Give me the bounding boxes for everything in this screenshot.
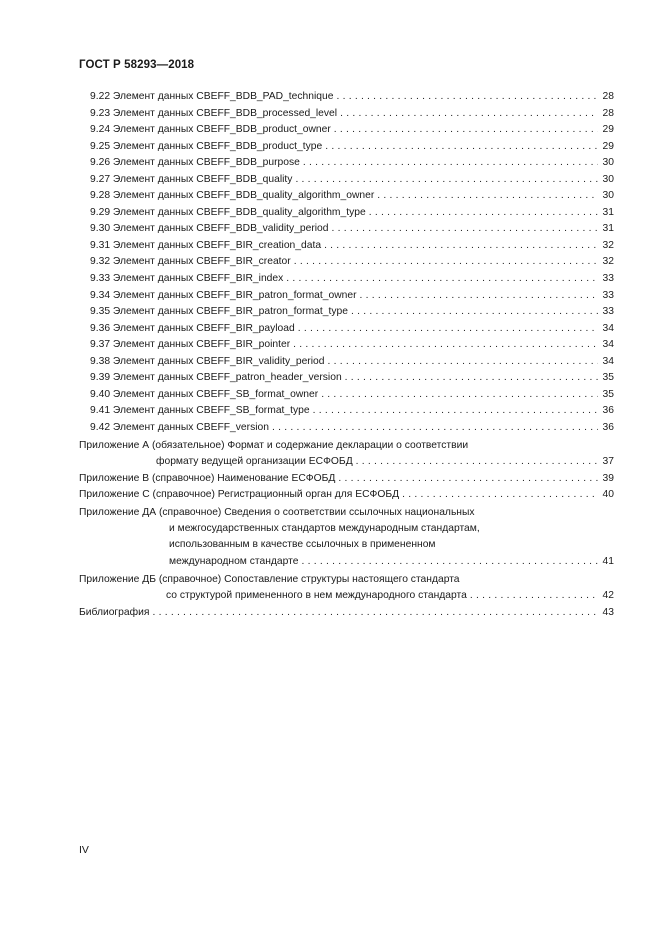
dot-leader xyxy=(356,454,598,471)
toc-entry-title: 9.40 Элемент данных CBEFF_SB_format_owner xyxy=(90,388,319,400)
toc-entry[interactable] xyxy=(79,354,614,371)
toc-entry-page: 28 xyxy=(602,91,614,102)
toc-entry[interactable] xyxy=(79,139,614,156)
toc-entry[interactable] xyxy=(79,221,614,238)
appendix-da-title-cont-1: и межгосударственных стандартов международным стандартам, xyxy=(169,523,480,535)
toc-entry-page: 36 xyxy=(602,421,614,433)
table-of-contents xyxy=(79,89,614,622)
toc-entry-title: 9.23 Элемент данных CBEFF_BDB_processed_level xyxy=(90,107,338,119)
toc-entry-page: 31 xyxy=(602,223,614,235)
appendix-b-title: Приложение В (справочное) Наименование ЕСФОБД xyxy=(79,472,336,484)
dot-leader xyxy=(313,403,598,420)
toc-entry-title: 9.35 Элемент данных CBEFF_BIR_patron_format_type xyxy=(90,306,348,318)
toc-entry-title: 9.30 Элемент данных CBEFF_BDB_validity_period xyxy=(90,223,329,235)
toc-entry[interactable] xyxy=(79,304,614,321)
toc-entry-page: 36 xyxy=(602,405,614,417)
toc-entry-title: 9.26 Элемент данных CBEFF_BDB_purpose xyxy=(90,157,300,169)
toc-entry-title: 9.22 Элемент данных CBEFF_BDB_PAD_technique xyxy=(90,91,334,102)
appendix-a-title-cont: форматy ведущей организации ЕСФОБД xyxy=(156,456,353,468)
toc-entry[interactable] xyxy=(79,420,614,437)
toc-entry-title: 9.36 Элемент данных CBEFF_BIR_payload xyxy=(90,322,295,334)
appendix-a-continuation xyxy=(79,454,614,471)
dot-leader xyxy=(340,106,598,123)
dot-leader xyxy=(334,122,598,139)
toc-entry-page: 34 xyxy=(602,355,614,367)
appendix-db-title: Приложение ДБ (справочное) Сопоставление структуры настоящего стандарта xyxy=(79,573,460,585)
toc-entry[interactable] xyxy=(79,288,614,305)
dot-leader xyxy=(298,321,598,338)
dot-leader xyxy=(338,471,598,488)
toc-entry-page: 32 xyxy=(602,239,614,251)
dot-leader xyxy=(324,238,598,255)
toc-entry-title: 9.32 Элемент данных CBEFF_BIR_creator xyxy=(90,256,291,268)
appendix-a-page: 37 xyxy=(602,456,614,468)
dot-leader xyxy=(293,337,598,354)
appendix-db-title-cont: со структурой примененного в нем международного стандарта xyxy=(166,589,467,601)
bibliography-page: 43 xyxy=(602,607,614,619)
dot-leader xyxy=(294,254,598,271)
dot-leader xyxy=(331,221,598,238)
toc-section-9-entries xyxy=(79,89,614,436)
appendix-b[interactable] xyxy=(79,471,614,488)
toc-entry-title: 9.31 Элемент данных CBEFF_BIR_creation_data xyxy=(90,239,322,251)
dot-leader xyxy=(152,605,598,622)
toc-entry-page: 35 xyxy=(602,388,614,400)
page-header: ГОСТ Р 58293—2018 xyxy=(79,59,195,71)
toc-entry-page: 29 xyxy=(602,140,614,152)
toc-entry-page: 34 xyxy=(602,322,614,334)
appendix-c[interactable] xyxy=(79,487,614,504)
toc-entry-page: 28 xyxy=(602,107,614,119)
toc-entry-page: 33 xyxy=(602,289,614,301)
appendix-da-title-cont-2: использованным в качестве ссылочных в примененном xyxy=(169,539,436,551)
dot-leader xyxy=(327,354,598,371)
page-number: IV xyxy=(79,844,89,856)
appendix-a-title: Приложение А (обязательное) Формат и содержание декларации о соответствии xyxy=(79,439,469,451)
dot-leader xyxy=(377,188,598,205)
toc-entry[interactable] xyxy=(79,403,614,420)
toc-entry[interactable] xyxy=(79,106,614,123)
toc-entry-title: 9.27 Элемент данных CBEFF_BDB_quality xyxy=(90,173,293,185)
appendix-da-continuation xyxy=(79,554,614,571)
toc-entry-title: 9.42 Элемент данных CBEFF_version xyxy=(90,421,269,433)
toc-entry[interactable] xyxy=(79,254,614,271)
toc-entry[interactable] xyxy=(79,172,614,189)
toc-entry[interactable] xyxy=(79,188,614,205)
toc-entry[interactable] xyxy=(79,238,614,255)
appendix-da-title-cont-3: международном стандарте xyxy=(169,555,299,567)
toc-entry[interactable] xyxy=(79,370,614,387)
toc-entry-page: 29 xyxy=(602,124,614,136)
bibliography[interactable] xyxy=(79,605,614,622)
appendix-b-page: 39 xyxy=(602,472,614,484)
dot-leader xyxy=(360,288,598,305)
toc-entry-page: 31 xyxy=(602,206,614,218)
appendix-db-continuation xyxy=(79,588,614,605)
appendix-da-page: 41 xyxy=(602,555,614,567)
toc-entry-title: 9.25 Элемент данных CBEFF_BDB_product_type xyxy=(90,140,323,152)
toc-entry-page: 33 xyxy=(602,306,614,318)
appendix-da[interactable] xyxy=(79,505,614,570)
dot-leader xyxy=(345,370,598,387)
appendix-db[interactable] xyxy=(79,572,614,605)
dot-leader xyxy=(286,271,598,288)
toc-entry[interactable] xyxy=(79,387,614,404)
dot-leader xyxy=(272,420,598,437)
dot-leader xyxy=(402,487,598,504)
toc-entry-page: 30 xyxy=(602,173,614,185)
toc-entry-title: 9.39 Элемент данных CBEFF_patron_header_version xyxy=(90,372,342,384)
dot-leader xyxy=(470,588,598,605)
toc-entry-title: 9.41 Элемент данных CBEFF_SB_format_type xyxy=(90,405,310,417)
bibliography-title: Библиография xyxy=(79,607,150,619)
dot-leader xyxy=(336,89,598,106)
dot-leader xyxy=(321,387,598,404)
toc-entry-page: 30 xyxy=(602,190,614,202)
toc-entry[interactable] xyxy=(79,122,614,139)
toc-entry-title: 9.24 Элемент данных CBEFF_BDB_product_owner xyxy=(90,124,331,136)
toc-entry-title: 9.28 Элемент данных CBEFF_BDB_quality_algorithm_owner xyxy=(90,190,375,202)
toc-entry-page: 32 xyxy=(602,256,614,268)
appendix-da-title: Приложение ДА (справочное) Сведения о соответствии ссылочных национальных xyxy=(79,507,475,519)
toc-entry-title: 9.37 Элемент данных CBEFF_BIR_pointer xyxy=(90,339,291,351)
toc-entry-title: 9.34 Элемент данных CBEFF_BIR_patron_format_owner xyxy=(90,289,357,301)
dot-leader xyxy=(325,139,598,156)
toc-entry[interactable] xyxy=(79,337,614,354)
appendix-c-title: Приложение С (справочное) Регистрационный орган для ЕСФОБД xyxy=(79,489,400,501)
toc-entry-title: 9.29 Элемент данных CBEFF_BDB_quality_algorithm_type xyxy=(90,206,366,218)
dot-leader xyxy=(351,304,598,321)
toc-entry[interactable] xyxy=(79,205,614,222)
toc-entry-page: 33 xyxy=(602,273,614,285)
toc-entry[interactable] xyxy=(79,321,614,338)
toc-entry-title: 9.33 Элемент данных CBEFF_BIR_index xyxy=(90,273,284,285)
toc-entry[interactable] xyxy=(79,271,614,288)
dot-leader xyxy=(303,155,598,172)
dot-leader xyxy=(369,205,598,222)
appendix-db-page: 42 xyxy=(602,589,614,601)
toc-entry-page: 35 xyxy=(602,372,614,384)
dot-leader xyxy=(295,172,598,189)
toc-entry-title: 9.38 Элемент данных CBEFF_BIR_validity_period xyxy=(90,355,325,367)
dot-leader xyxy=(301,554,598,571)
toc-entry-page: 34 xyxy=(602,339,614,351)
appendix-c-page: 40 xyxy=(602,489,614,501)
appendix-a[interactable] xyxy=(79,438,614,471)
toc-entry[interactable] xyxy=(79,89,614,106)
toc-entry-page: 30 xyxy=(602,157,614,169)
toc-entry[interactable] xyxy=(79,155,614,172)
